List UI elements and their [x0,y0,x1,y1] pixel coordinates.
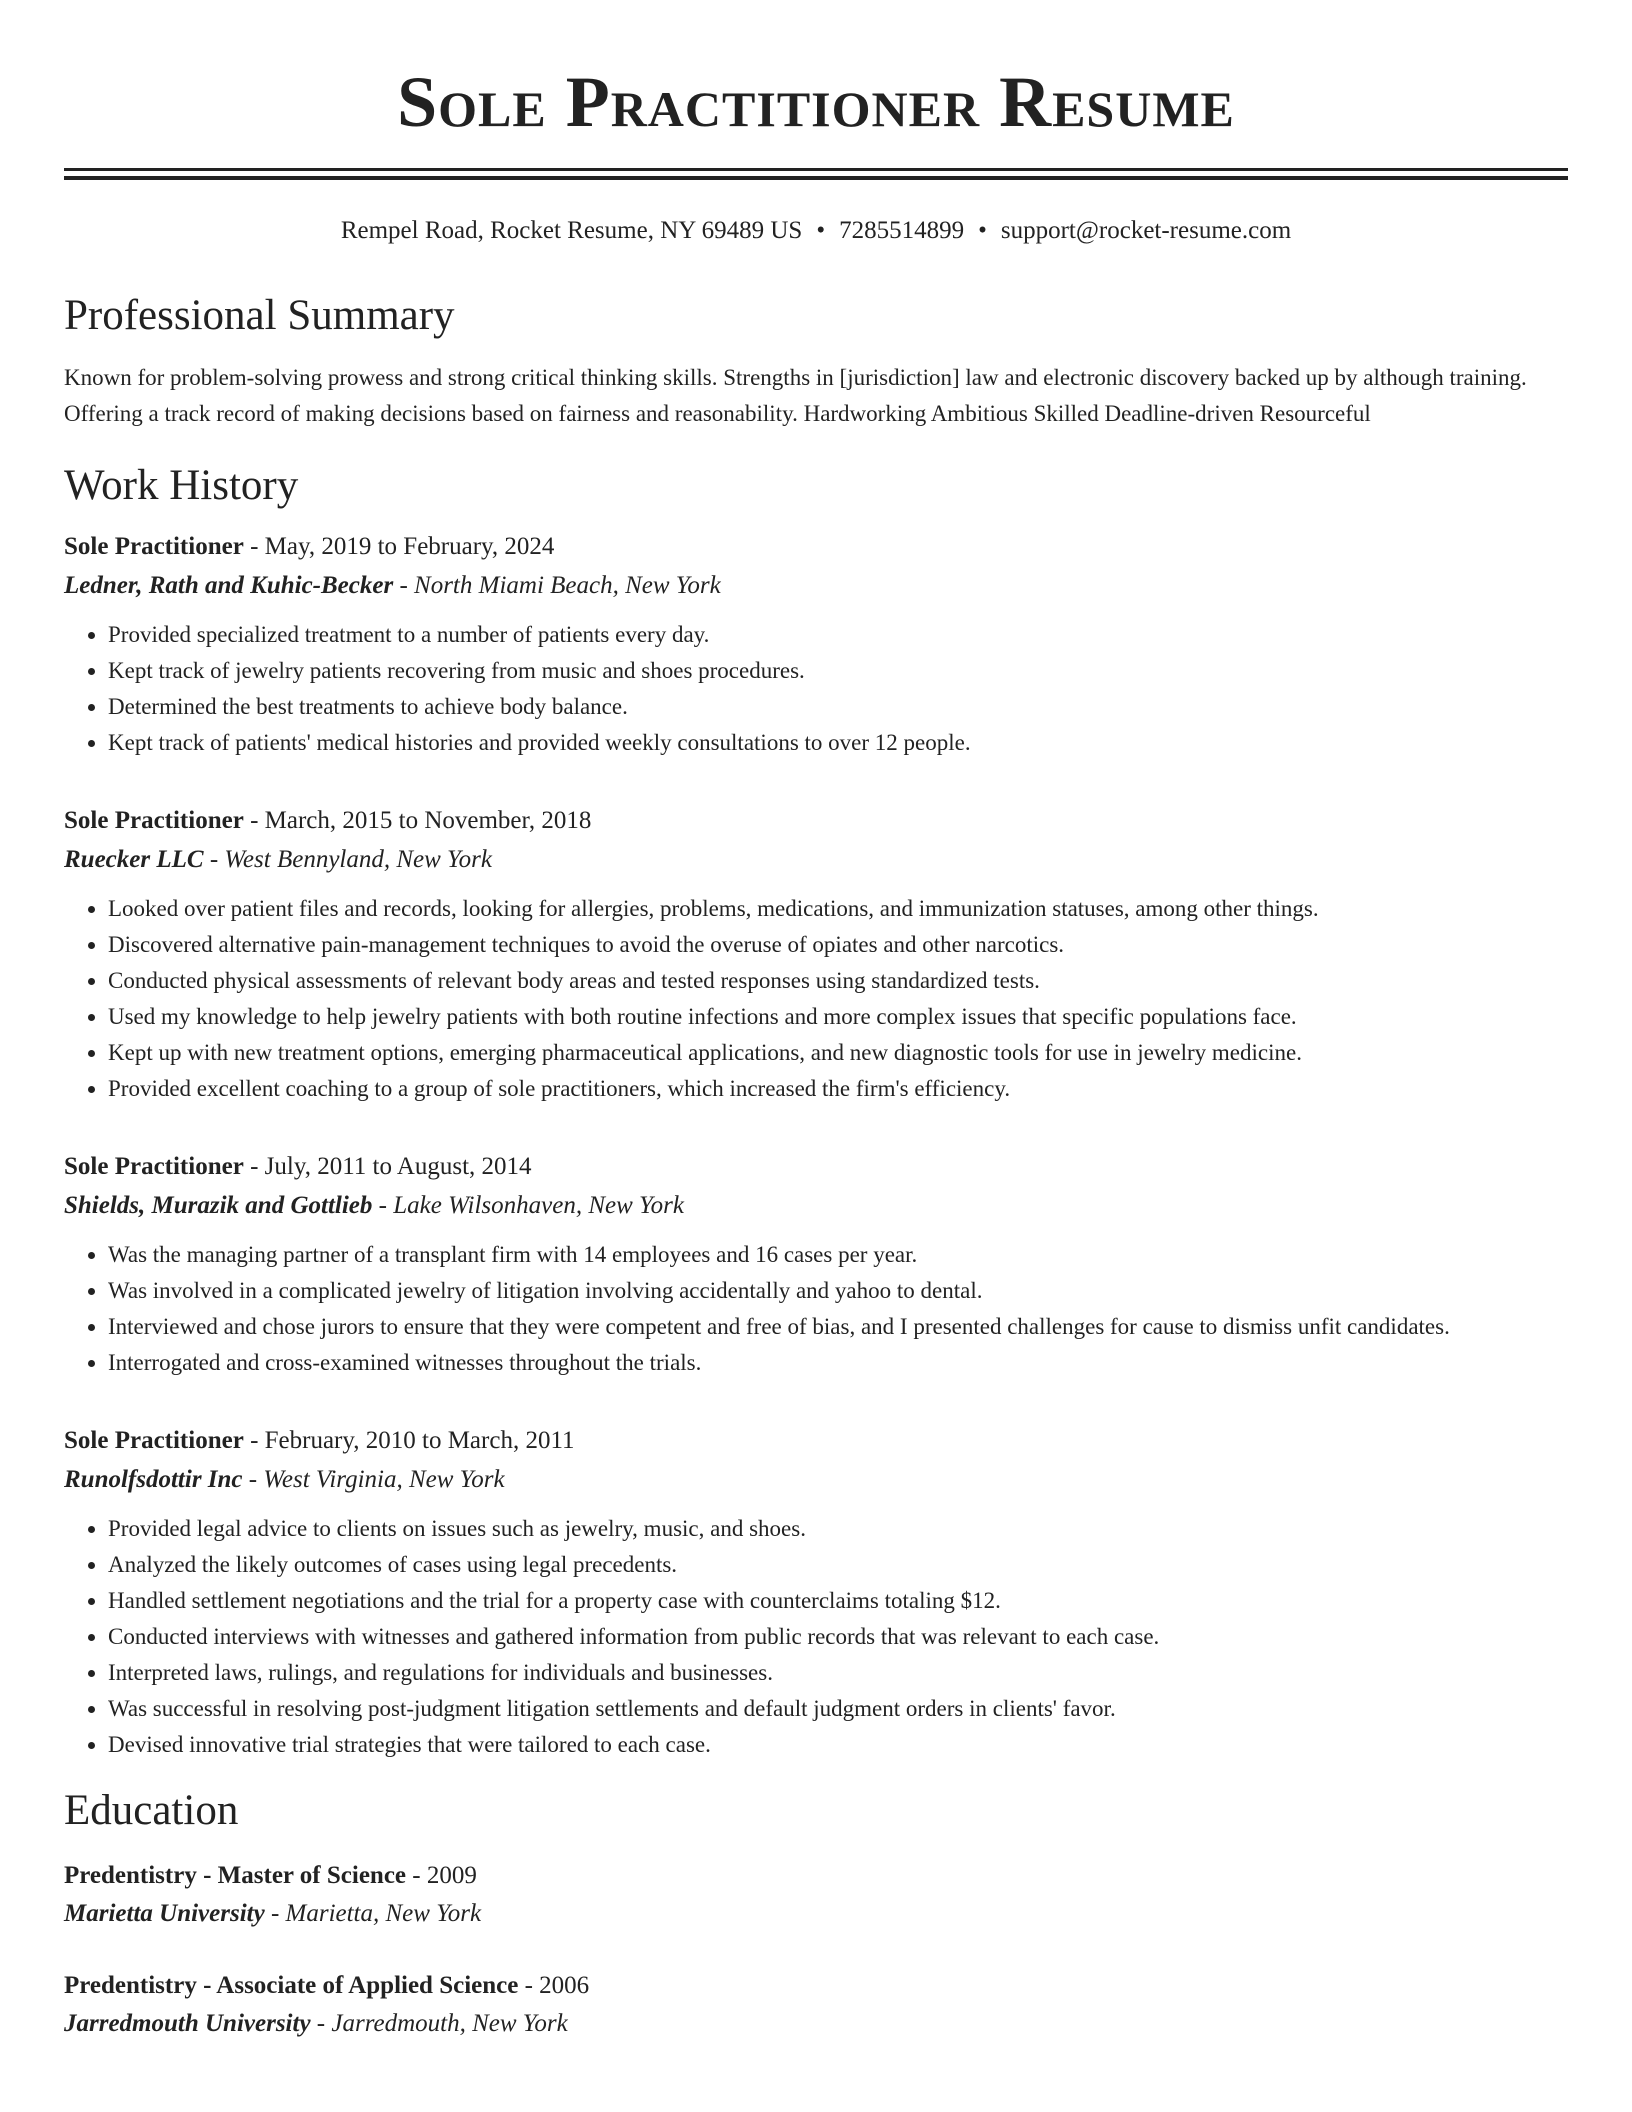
job-title: Sole Practitioner [64,1153,244,1181]
education-heading [64,1967,1568,2005]
education-degree: Predentistry - Associate of Applied Science [64,1971,519,1999]
job-heading [64,801,1568,841]
contact-separator: • [978,217,987,244]
education-location: - Jarredmouth, New York [310,2009,568,2037]
contact-separator: • [816,217,826,244]
education-location: - Marietta, New York [264,1899,482,1927]
job-dates: - March, 2015 to November, 2018 [243,807,592,835]
job-title: Sole Practitioner [64,1427,244,1455]
job-bullet: • Provided legal advice to clients on issues such as jewelry, music, and shoes. [108,1511,1568,1547]
title-divider [64,168,1568,180]
job-location: - West Virginia, New York [242,1466,505,1494]
job-employer [64,567,1568,605]
education-school: Jarredmouth University [64,2009,311,2037]
section-heading-summary: Professional Summary [64,292,455,339]
job-bullet: • Handled settlement negotiations and the trial for a property case with counterclaims totaling $12. [108,1583,1568,1619]
job-bullet: • Conducted physical assessments of relevant body areas and tested responses using standardized tests. [108,963,1568,999]
job-heading [64,527,1568,567]
education-school: Marietta University [64,1899,265,1927]
job-bullet: • Provided excellent coaching to a group of sole practitioners, which increased the firm's efficiency. [108,1071,1568,1107]
job-bullets [64,891,1568,1107]
job-company: Runolfsdottir Inc [64,1466,243,1494]
summary-text: Known for problem-solving prowess and strong critical thinking skills. Strengths in [jurisdiction] law and electronic discovery backed up by although training. Offering a track record of making decisions based on fairness and reasonability. Hardworking Ambitious Skilled Deadline-driven Resourceful [64,364,1527,426]
job-location: - Lake Wilsonhaven, New York [372,1192,684,1220]
education-year: - 2009 [406,1861,477,1889]
job-bullet: • Kept track of patients' medical histories and provided weekly consultations to over 12 people. [108,725,1568,761]
job-entry [64,1147,1568,1381]
job-bullet: • Analyzed the likely outcomes of cases using legal precedents. [108,1547,1568,1583]
job-company: Shields, Murazik and Gottlieb [64,1192,373,1220]
education-list [64,1857,1568,2043]
job-dates: - February, 2010 to March, 2011 [243,1427,575,1455]
job-bullet: • Kept up with new treatment options, emerging pharmaceutical applications, and new diagnostic tools for use in jewelry medicine. [108,1035,1568,1071]
section-heading-work-history: Work History [64,461,299,509]
job-bullet: • Discovered alternative pain-management techniques to avoid the overuse of opiates and other narcotics. [108,927,1568,963]
job-bullet: • Interviewed and chose jurors to ensure that they were competent and free of bias, and I presented challenges for cause to dismiss unfit candidates. [108,1309,1568,1345]
education-degree: Predentistry - Master of Science [64,1861,407,1889]
divider-line-top [64,168,1568,171]
job-employer [64,841,1568,879]
job-company: Ruecker LLC [64,846,204,874]
job-dates: - May, 2019 to February, 2024 [243,533,555,561]
job-location: - West Bennyland, New York [203,846,492,874]
contact-email: support@rocket-resume.com [1000,217,1292,244]
job-company: Ledner, Rath and Kuhic-Becker [64,572,394,600]
job-bullet: • Provided specialized treatment to a number of patients every day. [108,617,1568,653]
job-title: Sole Practitioner [64,807,244,835]
job-employer [64,1461,1568,1499]
job-employer [64,1187,1568,1225]
job-bullet: • Interrogated and cross-examined witnesses throughout the trials. [108,1345,1568,1381]
job-entry [64,801,1568,1107]
job-bullet: • Was involved in a complicated jewelry of litigation involving accidentally and yahoo to dental. [108,1273,1568,1309]
page-title: Sole Practitioner Resume [397,62,1235,142]
job-bullets [64,617,1568,761]
job-bullet: • Determined the best treatments to achieve body balance. [108,689,1568,725]
education-school-line [64,1895,1568,1933]
education-entry [64,1967,1568,2043]
education-entry [64,1857,1568,1933]
job-bullet: • Was successful in resolving post-judgment litigation settlements and default judgment orders in clients' favor. [108,1691,1568,1727]
job-heading [64,1421,1568,1461]
job-bullet: • Looked over patient files and records, looking for allergies, problems, medications, and immunization statuses, among other things. [108,891,1568,927]
work-history-list [64,527,1568,1763]
contact-address: Rempel Road, Rocket Resume, NY 69489 US [340,217,803,244]
job-location: - North Miami Beach, New York [393,572,721,600]
job-bullets [64,1237,1568,1381]
job-bullet: • Conducted interviews with witnesses and gathered information from public records that was relevant to each case. [108,1619,1568,1655]
job-bullet: • Kept track of jewelry patients recovering from music and shoes procedures. [108,653,1568,689]
job-dates: - July, 2011 to August, 2014 [243,1153,532,1181]
contact-phone: 7285514899 [839,217,965,244]
education-heading [64,1857,1568,1895]
job-entry [64,1421,1568,1763]
job-bullets [64,1511,1568,1763]
contact-line [64,216,1568,246]
job-bullet: • Was the managing partner of a transplant firm with 14 employees and 16 cases per year. [108,1237,1568,1273]
job-entry [64,527,1568,761]
job-bullet: • Interpreted laws, rulings, and regulations for individuals and businesses. [108,1655,1568,1691]
job-bullet: • Used my knowledge to help jewelry patients with both routine infections and more complex issues that specific populations face. [108,999,1568,1035]
job-title: Sole Practitioner [64,533,244,561]
divider-line-bottom [64,176,1568,180]
section-heading-education: Education [64,1787,239,1835]
education-year: - 2006 [518,1971,590,1999]
education-school-line [64,2005,1568,2043]
job-bullet: • Devised innovative trial strategies that were tailored to each case. [108,1727,1568,1763]
job-heading [64,1147,1568,1187]
